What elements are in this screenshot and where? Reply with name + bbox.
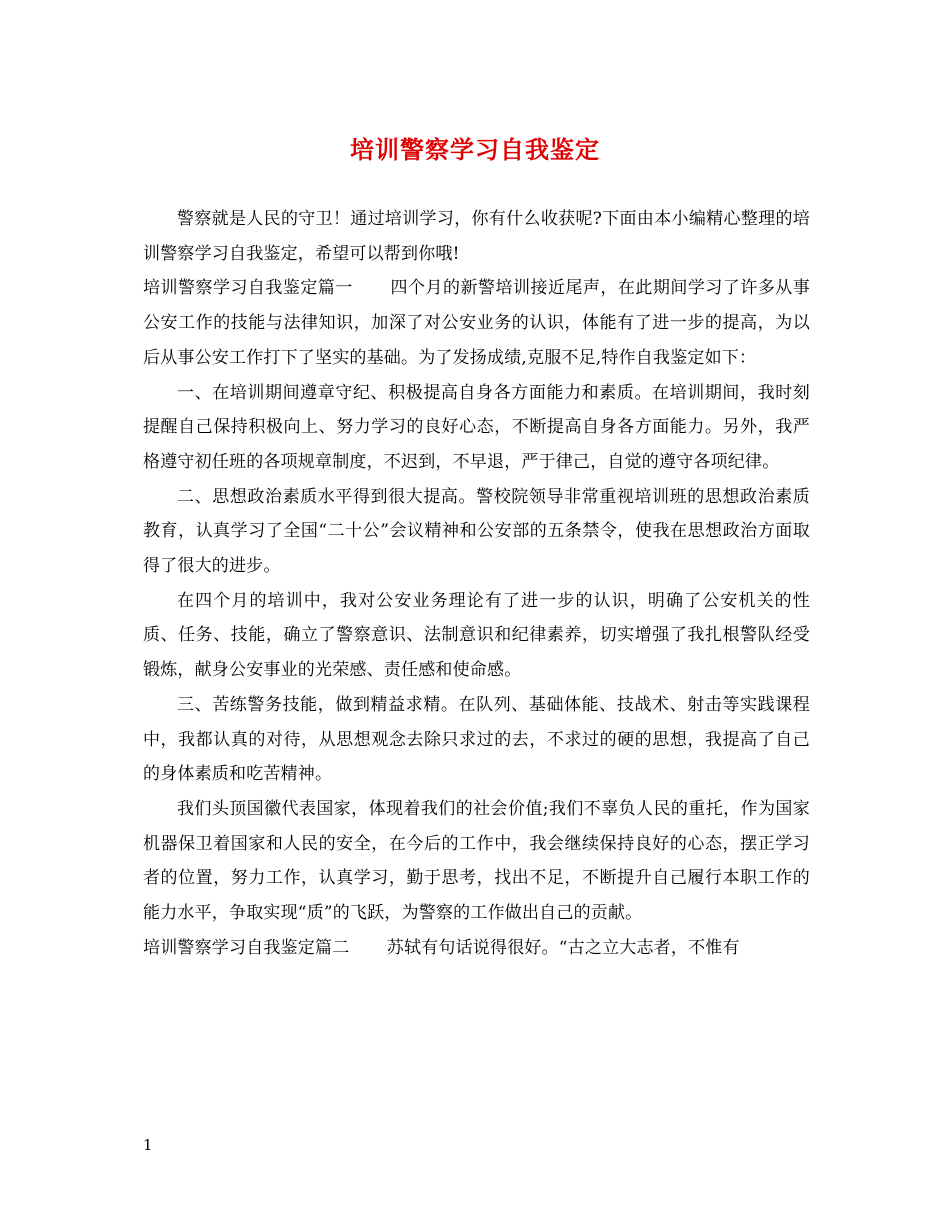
intro-paragraph: 警察就是人民的守卫！通过培训学习，你有什么收获呢?下面由本小编精心整理的培训警察学习自我鉴定，希望可以帮到你哦! [143,209,810,264]
section-1-heading: 培训警察学习自我鉴定篇一 [143,278,353,299]
paragraph-skills: 三、苦练警务技能，做到精益求精。在队列、基础体能、技战术、射击等实践课程中，我都认真的对待，从思想观念去除只求过的去，不求过的硬的思想，我提高了自己的身体素质和吃苦精神。 [143,694,810,785]
paragraph-discipline: 一、在培训期间遵章守纪、积极提高自身各方面能力和素质。在培训期间，我时刻提醒自己保持积极向上、努力学习的良好心态，不断提高自身各方面能力。另外，我严格遵守初任班的各项规章制度，不迟到，不早退，严于律己，自觉的遵守各项纪律。 [143,382,810,472]
page-title: 培训警察学习自我鉴定 [350,135,600,164]
paragraph-political: 二、思想政治素质水平得到很大提高。警校院领导非常重视培训班的思想政治素质教育，认真学习了全国“二十公”会议精神和公安部的五条禁令，使我在思想政治方面取得了很大的进步。 [143,486,810,577]
page-number: 1 [143,1136,153,1154]
paragraph-values: 我们头顶国徽代表国家，体现着我们的社会价值;我们不辜负人民的重托，作为国家机器保卫着国家和人民的安全，在今后的工作中，我会继续保持良好的心态，摆正学习者的位置，努力工作，认真学习，勤于思考，找出不足，不断提升自己履行本职工作的能力水平，争取实现“质”的飞跃，为警察的工作做出自己的贡献。 [143,798,810,924]
section-2-text: 苏轼有句话说得很好。“古之立大志者，不惟有 [386,937,740,958]
section-2-heading: 培训警察学习自我鉴定篇二 [143,937,350,958]
paragraph-theory: 在四个月的培训中，我对公安业务理论有了进一步的认识，明确了公安机关的性质、任务、技能，确立了警察意识、法制意识和纪律素养，切实增强了我扎根警队经受锻炼，献身公安事业的光荣感、责任感和使命感。 [143,590,810,681]
section-2-paragraph [143,931,810,966]
section-1-text: 四个月的新警培训接近尾声，在此期间学习了许多从事公安工作的技能与法律知识，加深了对公安业务的认识，体能有了进一步的提高，为以后从事公安工作打下了坚实的基础。为了发扬成绩,克服不足,特作自我鉴定如下： [143,278,810,368]
section-1-paragraph [143,271,810,375]
document-body [143,202,810,965]
